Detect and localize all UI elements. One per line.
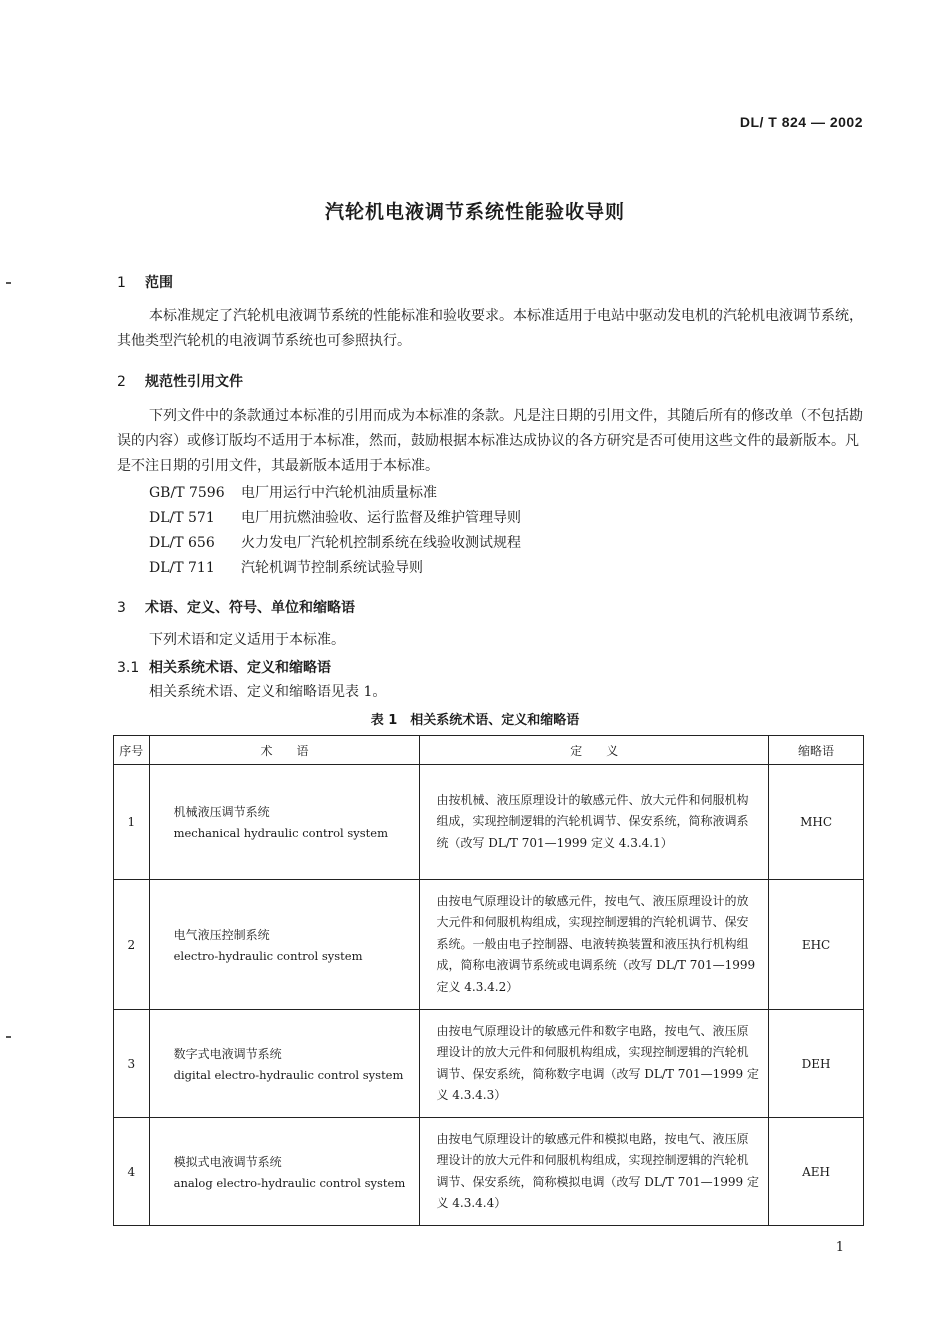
reference-code: DL/T 711 bbox=[149, 560, 215, 576]
section-title: 术语、定义、符号、单位和缩略语 bbox=[145, 600, 355, 616]
term-chinese: 电气液压控制系统 bbox=[173, 927, 270, 942]
row-term bbox=[149, 765, 420, 880]
header-term: 术 语 bbox=[149, 736, 420, 765]
reference-title: 电厂用抗燃油验收、运行监督及维护管理导则 bbox=[241, 510, 521, 526]
table-row bbox=[114, 1010, 864, 1118]
row-seq: 1 bbox=[114, 765, 150, 880]
reference-item bbox=[149, 532, 521, 552]
table-caption: 表 1 相关系统术语、定义和缩略语 bbox=[370, 713, 580, 728]
section-number: 3.1 bbox=[117, 660, 140, 676]
section-title: 规范性引用文件 bbox=[145, 374, 243, 390]
term-english: digital electro-hydraulic control system bbox=[173, 1067, 404, 1082]
term-chinese: 机械液压调节系统 bbox=[173, 805, 270, 819]
section-number: 1 bbox=[117, 275, 126, 291]
row-abbreviation: DEH bbox=[769, 1010, 864, 1118]
header-seq: 序号 bbox=[114, 736, 150, 765]
term-chinese: 数字式电液调节系统 bbox=[173, 1046, 282, 1061]
table-row bbox=[114, 765, 864, 880]
table-row bbox=[114, 880, 864, 1010]
row-definition: 由按电气原理设计的敏感元件和数字电路，按电气、液压原理设计的放大元件和伺服机构组成，实现控制逻辑的汽轮机调节、保安系统，简称数字电调（改写 DL/T 701—1999 定义 4.3.4.3） bbox=[420, 1010, 769, 1118]
standard-code: DL/ T 824 — 2002 bbox=[739, 114, 863, 130]
section-3-1-body: 相关系统术语、定义和缩略语见表 1。 bbox=[149, 684, 387, 700]
row-term bbox=[149, 1010, 420, 1118]
page-title: 汽轮机电液调节系统性能验收导则 bbox=[324, 201, 625, 223]
row-definition: 由按电气原理设计的敏感元件和模拟电路，按电气、液压原理设计的放大元件和伺服机构组成，实现控制逻辑的汽轮机调节、保安系统，简称模拟电调（改写 DL/T 701—1999 定义 4.3.4.4） bbox=[420, 1118, 769, 1226]
reference-code: GB/T 7596 bbox=[149, 485, 225, 501]
section-title: 范围 bbox=[145, 275, 173, 291]
row-seq: 3 bbox=[114, 1010, 150, 1118]
header-abbr: 缩略语 bbox=[769, 736, 864, 765]
row-seq: 4 bbox=[114, 1118, 150, 1226]
section-3-body: 下列术语和定义适用于本标准。 bbox=[149, 632, 345, 648]
section-1-heading bbox=[117, 272, 173, 292]
term-english: mechanical hydraulic control system bbox=[173, 826, 388, 840]
term-english: analog electro-hydraulic control system bbox=[173, 1175, 406, 1190]
reference-title: 火力发电厂汽轮机控制系统在线验收测试规程 bbox=[241, 535, 521, 551]
section-title: 相关系统术语、定义和缩略语 bbox=[149, 660, 331, 676]
reference-code: DL/T 571 bbox=[149, 510, 215, 526]
row-abbreviation: AEH bbox=[769, 1118, 864, 1226]
table-row bbox=[114, 1118, 864, 1226]
terms-table bbox=[113, 735, 864, 1226]
reference-title: 电厂用运行中汽轮机油质量标准 bbox=[241, 485, 437, 501]
scan-mark bbox=[6, 282, 11, 284]
header-def: 定 义 bbox=[420, 736, 769, 765]
row-seq: 2 bbox=[114, 880, 150, 1010]
section-3-1-heading bbox=[117, 657, 331, 677]
table-header-row bbox=[114, 736, 864, 765]
section-2-heading bbox=[117, 371, 243, 391]
reference-code: DL/T 656 bbox=[149, 535, 215, 551]
page-number: 1 bbox=[835, 1240, 844, 1255]
reference-item bbox=[149, 557, 423, 577]
section-number: 3 bbox=[117, 600, 126, 616]
row-abbreviation: MHC bbox=[769, 765, 864, 880]
term-chinese: 模拟式电液调节系统 bbox=[173, 1154, 282, 1169]
section-3-heading bbox=[117, 597, 355, 617]
section-1-body: 本标准规定了汽轮机电液调节系统的性能标准和验收要求。本标准适用于电站中驱动发电机的汽轮机电液调节系统，其他类型汽轮机的电液调节系统也可参照执行。 bbox=[117, 308, 863, 349]
term-english: electro-hydraulic control system bbox=[173, 948, 363, 963]
row-definition: 由按电气原理设计的敏感元件，按电气、液压原理设计的放大元件和伺服机构组成，实现控制逻辑的汽轮机调节、保安系统。一般由电子控制器、电液转换装置和液压执行机构组成，简称电液调节系统或电调系统（改写 DL/T 701—1999 定义 4.3.4.2） bbox=[420, 880, 769, 1010]
scan-mark bbox=[6, 1036, 11, 1038]
reference-item bbox=[149, 482, 437, 502]
reference-title: 汽轮机调节控制系统试验导则 bbox=[241, 560, 423, 576]
section-number: 2 bbox=[117, 374, 126, 390]
row-term bbox=[149, 1118, 420, 1226]
row-definition: 由按机械、液压原理设计的敏感元件、放大元件和伺服机构组成，实现控制逻辑的汽轮机调节、保安系统，简称液调系统（改写 DL/T 701—1999 定义 4.3.4.1） bbox=[420, 765, 769, 880]
section-2-body: 下列文件中的条款通过本标准的引用而成为本标准的条款。凡是注日期的引用文件，其随后所有的修改单（不包括勘误的内容）或修订版均不适用于本标准，然而，鼓励根据本标准达成协议的各方研究是否可使用这些文件的最新版本。凡是不注日期的引用文件，其最新版本适用于本标准。 bbox=[117, 408, 863, 474]
row-abbreviation: EHC bbox=[769, 880, 864, 1010]
row-term bbox=[149, 880, 420, 1010]
reference-item bbox=[149, 507, 521, 527]
